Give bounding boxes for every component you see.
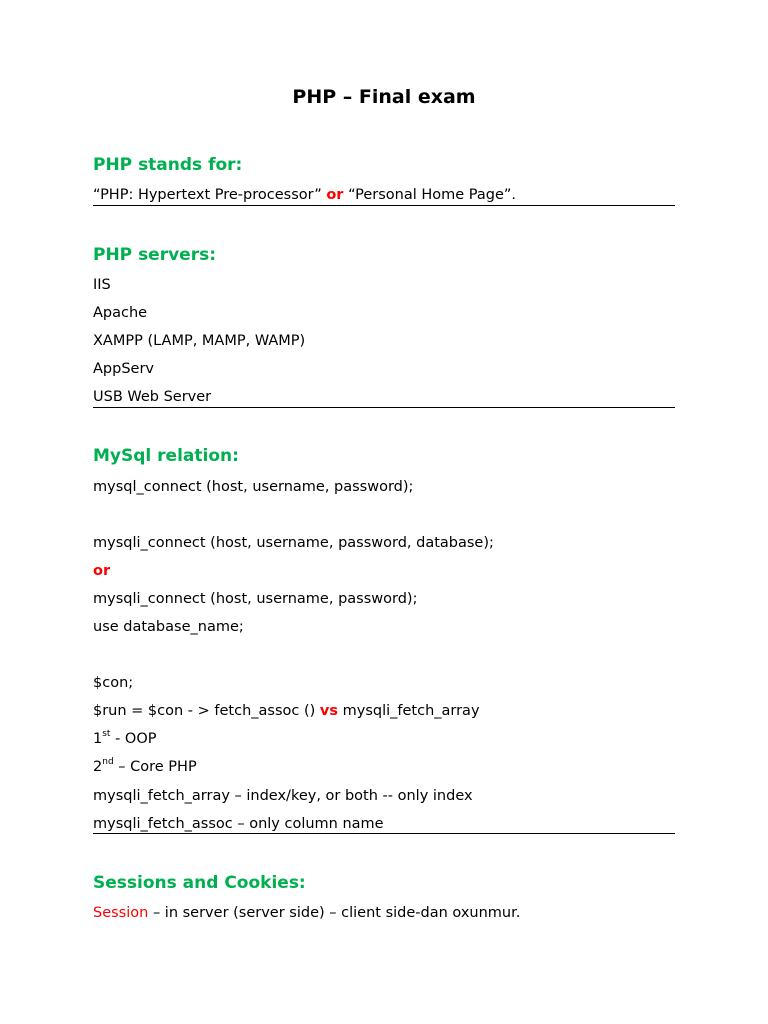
second-number: 2 xyxy=(93,759,103,775)
first-superscript: st xyxy=(102,729,111,740)
section-heading-sessions: Sessions and Cookies: xyxy=(93,873,306,893)
run-suffix: mysqli_fetch_array xyxy=(342,703,480,719)
mysqli-connect-line: mysqli_connect (host, username, password); xyxy=(93,591,418,607)
session-line xyxy=(93,903,520,923)
first-oop-line xyxy=(93,729,156,749)
section-divider xyxy=(93,407,675,408)
server-item: IIS xyxy=(93,277,111,293)
section-heading-mysql: MySql relation: xyxy=(93,446,239,466)
page-title: PHP – Final exam xyxy=(292,86,476,108)
session-label: Session xyxy=(93,905,149,921)
server-item: XAMPP (LAMP, MAMP, WAMP) xyxy=(93,333,306,349)
fetch-assoc-line: mysqli_fetch_assoc – only column name xyxy=(93,816,384,832)
server-item: AppServ xyxy=(93,361,154,377)
first-number: 1 xyxy=(93,731,103,747)
section-heading-servers: PHP servers: xyxy=(93,245,217,265)
run-vs: vs xyxy=(319,703,338,719)
run-line xyxy=(93,701,480,721)
second-core-line xyxy=(93,757,197,777)
stands-for-line xyxy=(93,185,516,205)
mysql-connect-line: mysql_connect (host, username, password); xyxy=(93,479,414,495)
section-heading-stands-for: PHP stands for: xyxy=(93,155,243,175)
section-divider xyxy=(93,205,675,206)
session-text: – in server (server side) – client side-dan oxunmur. xyxy=(152,905,521,921)
mysqli-connect-db-line: mysqli_connect (host, username, password, database); xyxy=(93,535,494,551)
use-database-line: use database_name; xyxy=(93,619,244,635)
server-item: Apache xyxy=(93,305,148,321)
second-text: – Core PHP xyxy=(118,759,197,775)
second-superscript: nd xyxy=(102,757,114,768)
con-line: $con; xyxy=(93,675,134,691)
stands-for-part1: “PHP: Hypertext Pre-processor” xyxy=(93,187,322,203)
mysql-or-label: or xyxy=(93,563,111,579)
section-divider xyxy=(93,833,675,834)
run-prefix: $run = $con - > fetch_assoc () xyxy=(93,703,316,719)
first-text: - OOP xyxy=(115,731,157,747)
server-item: USB Web Server xyxy=(93,389,212,405)
stands-for-or: or xyxy=(326,187,344,203)
fetch-array-line: mysqli_fetch_array – index/key, or both -- only index xyxy=(93,788,473,804)
stands-for-part2: “Personal Home Page”. xyxy=(348,187,517,203)
